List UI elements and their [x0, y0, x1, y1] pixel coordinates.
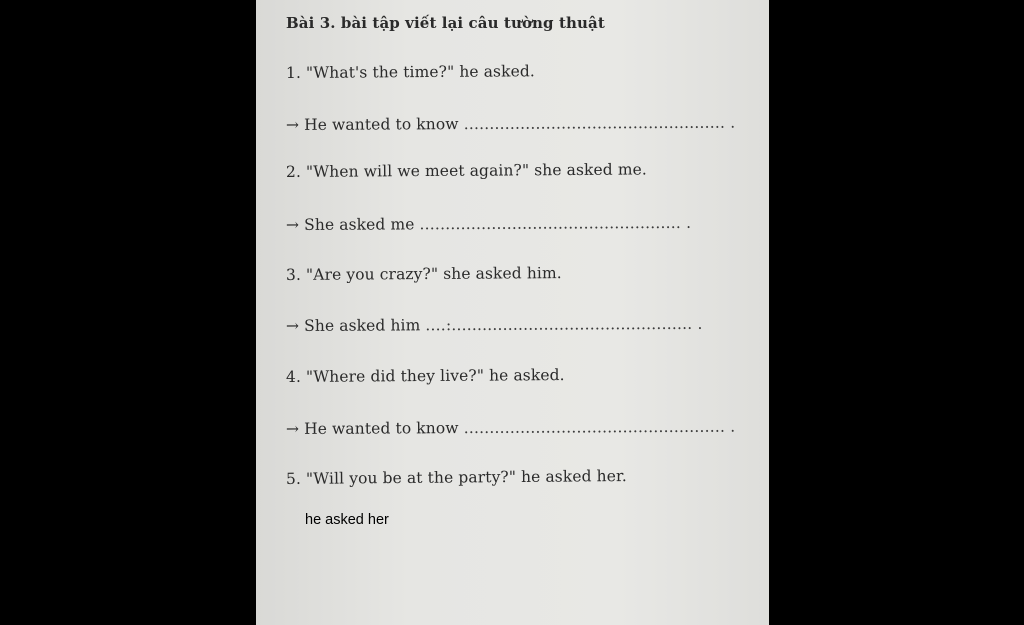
answer-line-2 [286, 214, 691, 234]
worksheet-page [256, 0, 769, 625]
question-4: 4. "Where did they live?" he asked. [285, 366, 565, 386]
question-3: 3. "Are you crazy?" she asked him. [285, 264, 562, 284]
answer-prompt-4: → He wanted to know [285, 419, 459, 438]
answer-line-3 [286, 315, 703, 335]
answer-blank-3: ....:............................................... . [425, 314, 703, 335]
answer-blank-1: ................................................... . [463, 113, 736, 134]
question-1: 1. "What's the time?" he asked. [285, 62, 535, 82]
exercise-title: Bài 3. bài tập viết lại câu tường thuật [286, 14, 605, 32]
answer-line-1 [286, 114, 735, 134]
answer-prompt-3: → She asked him [285, 316, 421, 335]
answer-line-4 [286, 418, 735, 438]
answer-blank-2: ................................................... . [419, 213, 692, 234]
answer-prompt-2: → She asked me [285, 215, 415, 234]
question-5: 5. "Will you be at the party?" he asked her. [285, 467, 627, 488]
typed-answer-5: he asked her [305, 512, 389, 528]
answer-prompt-1: → He wanted to know [285, 115, 459, 134]
question-2: 2. "When will we meet again?" she asked me. [285, 160, 647, 181]
answer-blank-4: ................................................... . [463, 417, 736, 438]
